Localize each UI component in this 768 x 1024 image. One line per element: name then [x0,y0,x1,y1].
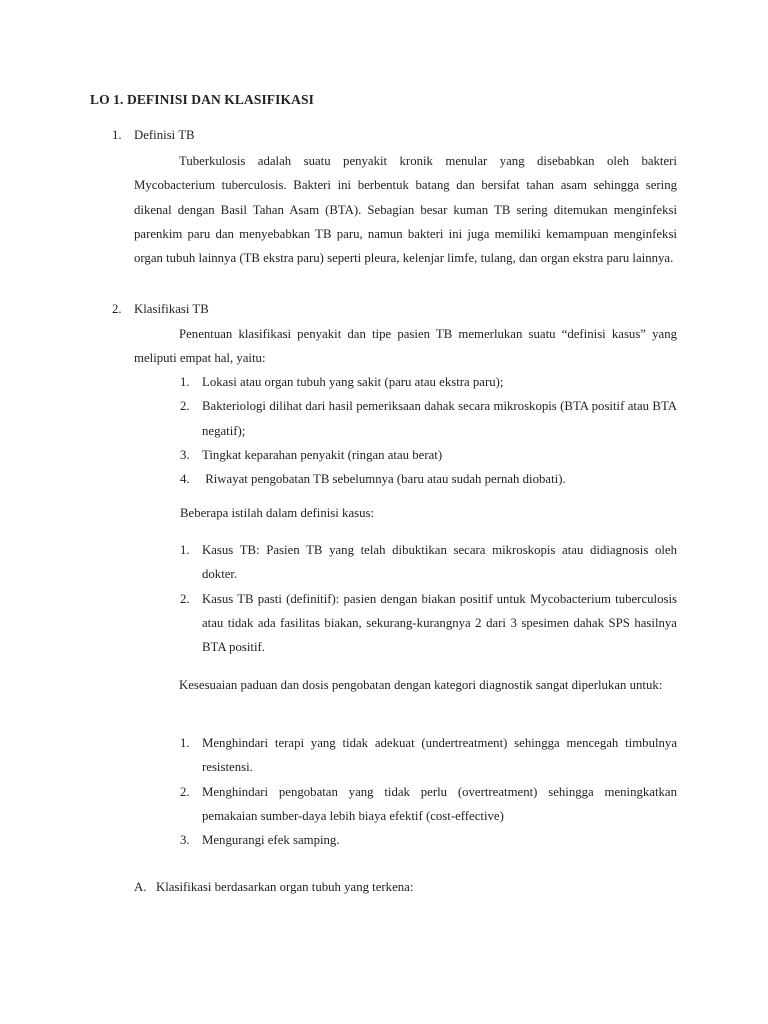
list-number: 1. [180,736,190,750]
list-item-text: Menghindari pengobatan yang tidak perlu (overtreatment) sehingga meningkatkan pemakaian sumber-daya lebih biaya efektif (cost-effective) [202,784,677,823]
list-number: 1. [180,543,190,557]
list-number: 3. [180,447,190,462]
list-item-text: Menghindari terapi yang tidak adekuat (undertreatment) sehingga mencegah timbulnya resistensi. [202,736,677,775]
list-number: 2. [180,399,190,414]
list-item-text: Riwayat pengobatan TB sebelumnya (baru atau sudah pernah diobati). [202,472,566,487]
list-number: 1. [180,375,190,389]
list-item [180,443,677,467]
case-definition-list [180,370,677,491]
list-item-text: Kasus TB pasti (definitif): pasien dengan biakan positif untuk Mycobacterium tuberculosis atau tidak ada fasilitas biakan, sekurang-kurangnya 2 dari 3 spesimen dahak SPS hasilnya BTA positif. [202,591,677,655]
list-number: 2. [180,784,190,799]
terms-intro: Beberapa istilah dalam definisi kasus: [180,506,375,520]
list-item-text: Mengurangi efek samping. [202,833,340,848]
list-item [180,587,677,660]
list-number: 4. [180,472,190,487]
subsection-a [134,880,413,895]
section-label: Klasifikasi TB [134,302,209,316]
list-item [180,538,677,587]
list-item [180,780,677,829]
case-terms-list [180,538,677,659]
subsection-label: Klasifikasi berdasarkan organ tubuh yang terkena: [156,880,414,894]
classification-paragraph: Penentuan klasifikasi penyakit dan tipe pasien TB memerlukan suatu “definisi kasus” yang meliputi empat hal, yaitu: [134,327,677,366]
list-item [180,467,677,491]
subsection-letter: A. [134,880,147,894]
list-item-text: Bakteriologi dilihat dari hasil pemeriksaan dahak secara mikroskopis (BTA positif atau BTA negatif); [202,399,677,438]
list-number: 3. [180,833,190,848]
list-item [180,731,677,780]
section-number: 1. [112,128,122,142]
list-item-text: Kasus TB: Pasien TB yang telah dibuktikan secara mikroskopis atau didiagnosis oleh dokter. [202,543,677,582]
page-title: LO 1. DEFINISI DAN KLASIFIKASI [90,92,314,107]
definition-paragraph: Tuberkulosis adalah suatu penyakit kronik menular yang disebabkan oleh bakteri Mycobacterium tuberculosis. Bakteri ini berbentuk batang dan bersifat tahan asam sehingga sering dikenal dengan Basil Tahan Asam (BTA). Sebagian besar kuman TB sering ditemukan menginfeksi parenkim paru dan menyebabkan TB paru, namun bakteri ini juga memiliki kemampuan menginfeksi organ tubuh lainnya (TB ekstra paru) seperti pleura, kelenjar limfe, tulang, dan organ ekstra paru lainnya. [134,154,677,266]
list-number: 2. [180,591,190,606]
list-item [180,828,677,852]
section-label: Definisi TB [134,128,195,142]
list-item [180,370,677,394]
section-number: 2. [112,302,122,316]
list-item-text: Lokasi atau organ tubuh yang sakit (paru atau ekstra paru); [202,375,504,389]
treatment-goals-list [180,731,677,852]
list-item-text: Tingkat keparahan penyakit (ringan atau berat) [202,447,443,462]
list-item [180,394,677,443]
suitability-paragraph: Kesesuaian paduan dan dosis pengobatan dengan kategori diagnostik sangat diperlukan untuk: [179,678,663,692]
